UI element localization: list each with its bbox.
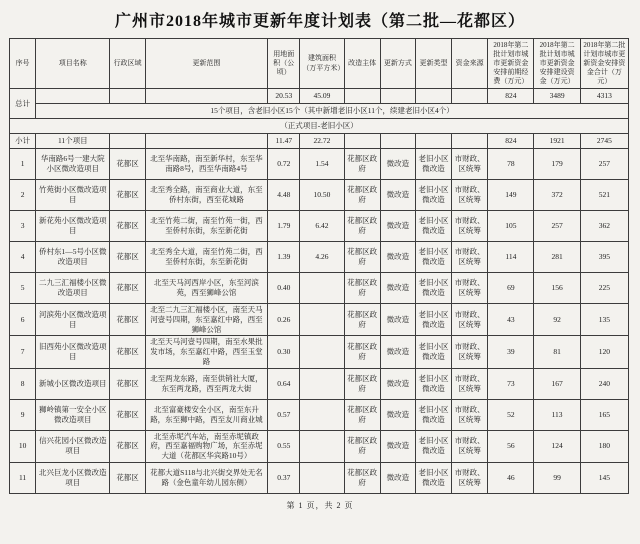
cell-method: 微改造 — [380, 273, 415, 304]
col-header-total-fee: 2018年第二批计划市城市更新资金安排资金合计（万元） — [580, 39, 628, 89]
section-label: （正式项目-老旧小区） — [10, 119, 629, 134]
subtotal-total-fee: 2745 — [580, 134, 628, 149]
cell-scope: 北至竹苑二街，南至竹苑一街，西至侨村东街，东至新花街 — [145, 211, 268, 242]
total-note: 15个项目，含老旧小区15个（其中新增老旧小区11个，续建老旧小区4个） — [36, 104, 629, 119]
table-row — [10, 430, 629, 462]
cell-name: 侨村东1—5号小区微改造项目 — [36, 242, 110, 273]
cell-total-fee: 395 — [580, 242, 628, 273]
cell-pre-fee: 56 — [488, 430, 534, 462]
cell-method: 微改造 — [380, 242, 415, 273]
cell-land-area: 0.72 — [268, 149, 300, 180]
cell-construction-fee: 156 — [534, 273, 580, 304]
col-header-subject: 改造主体 — [344, 39, 380, 89]
cell-total-fee: 362 — [580, 211, 628, 242]
cell-empty — [145, 134, 268, 149]
cell-empty — [344, 89, 380, 104]
col-header-land-area: 用地面积（公顷） — [268, 39, 300, 89]
cell-land-area: 0.37 — [268, 462, 300, 493]
cell-type: 老旧小区微改造 — [415, 304, 451, 336]
cell-subject: 花都区政府 — [344, 242, 380, 273]
cell-land-area: 0.30 — [268, 336, 300, 368]
cell-empty — [344, 134, 380, 149]
cell-land-area: 0.26 — [268, 304, 300, 336]
subtotal-label: 小计 — [10, 134, 36, 149]
cell-method: 微改造 — [380, 149, 415, 180]
col-header-funding-source: 资金来源 — [452, 39, 488, 89]
cell-construction-fee: 257 — [534, 211, 580, 242]
cell-total-fee: 225 — [580, 273, 628, 304]
total-note-row — [10, 104, 629, 119]
cell-scope: 北至华南路，南至新华村，东至华南路8号，西至华南路4号 — [145, 149, 268, 180]
cell-pre-fee: 78 — [488, 149, 534, 180]
table-row — [10, 180, 629, 211]
cell-building-area — [300, 399, 344, 430]
cell-pre-fee: 105 — [488, 211, 534, 242]
col-header-seq: 序号 — [10, 39, 36, 89]
total-total-fee: 4313 — [580, 89, 628, 104]
cell-district: 花都区 — [110, 304, 145, 336]
cell-subject: 花都区政府 — [344, 336, 380, 368]
cell-building-area — [300, 430, 344, 462]
table-row — [10, 399, 629, 430]
cell-type: 老旧小区微改造 — [415, 399, 451, 430]
cell-seq: 11 — [10, 462, 36, 493]
cell-district: 花都区 — [110, 242, 145, 273]
cell-empty — [110, 89, 145, 104]
subtotal-project-count: 11个项目 — [36, 134, 110, 149]
cell-district: 花都区 — [110, 149, 145, 180]
table-row — [10, 211, 629, 242]
cell-funding: 市财政、区统筹 — [452, 462, 488, 493]
col-header-building-area: 建筑面积（万平方米） — [300, 39, 344, 89]
col-header-construction-fee: 2018年第二批计划市城市更新资金安排建设资金（万元） — [534, 39, 580, 89]
cell-scope: 北至富豪楼安全小区，南至东升路，东至狮中路，西至友川商业城 — [145, 399, 268, 430]
cell-total-fee: 120 — [580, 336, 628, 368]
cell-total-fee: 521 — [580, 180, 628, 211]
cell-construction-fee: 167 — [534, 368, 580, 399]
cell-empty — [380, 89, 415, 104]
table-row — [10, 149, 629, 180]
cell-building-area — [300, 462, 344, 493]
cell-name: 竹苑街小区微改造项目 — [36, 180, 110, 211]
cell-building-area: 1.54 — [300, 149, 344, 180]
cell-empty — [145, 89, 268, 104]
cell-empty — [36, 89, 110, 104]
cell-construction-fee: 113 — [534, 399, 580, 430]
table-row — [10, 304, 629, 336]
cell-funding: 市财政、区统筹 — [452, 149, 488, 180]
col-header-pre-fee: 2018年第二批计划市城市更新资金安排前期经费（万元） — [488, 39, 534, 89]
cell-building-area: 4.26 — [300, 242, 344, 273]
cell-district: 花都区 — [110, 462, 145, 493]
total-construction-fee: 3489 — [534, 89, 580, 104]
subtotal-construction-fee: 1921 — [534, 134, 580, 149]
cell-name: 华南路6号一建大院小区微改造项目 — [36, 149, 110, 180]
cell-name: 二九三汇福楼小区微改造项目 — [36, 273, 110, 304]
cell-method: 微改造 — [380, 462, 415, 493]
subtotal-land-area: 11.47 — [268, 134, 300, 149]
total-pre-fee: 824 — [488, 89, 534, 104]
cell-district: 花都区 — [110, 430, 145, 462]
cell-seq: 1 — [10, 149, 36, 180]
cell-building-area: 10.50 — [300, 180, 344, 211]
cell-land-area: 4.48 — [268, 180, 300, 211]
header-row — [10, 39, 629, 89]
cell-method: 微改造 — [380, 304, 415, 336]
col-header-project-name: 项目名称 — [36, 39, 110, 89]
cell-total-fee: 257 — [580, 149, 628, 180]
cell-seq: 2 — [10, 180, 36, 211]
page-title: 广州市2018年城市更新年度计划表（第二批—花都区） — [114, 13, 525, 30]
cell-funding: 市财政、区统筹 — [452, 273, 488, 304]
cell-building-area — [300, 368, 344, 399]
total-building-area: 45.09 — [300, 89, 344, 104]
cell-land-area: 0.55 — [268, 430, 300, 462]
cell-district: 花都区 — [110, 211, 145, 242]
cell-seq: 9 — [10, 399, 36, 430]
cell-type: 老旧小区微改造 — [415, 180, 451, 211]
cell-district: 花都区 — [110, 399, 145, 430]
cell-building-area: 6.42 — [300, 211, 344, 242]
cell-construction-fee: 124 — [534, 430, 580, 462]
cell-subject: 花都区政府 — [344, 399, 380, 430]
cell-district: 花都区 — [110, 336, 145, 368]
cell-pre-fee: 43 — [488, 304, 534, 336]
cell-subject: 花都区政府 — [344, 273, 380, 304]
cell-type: 老旧小区微改造 — [415, 211, 451, 242]
cell-subject: 花都区政府 — [344, 149, 380, 180]
cell-district: 花都区 — [110, 180, 145, 211]
cell-seq: 3 — [10, 211, 36, 242]
cell-scope: 北至天马河西岸小区，东至河滨苑，西至狮峰公馆 — [145, 273, 268, 304]
cell-seq: 8 — [10, 368, 36, 399]
cell-pre-fee: 52 — [488, 399, 534, 430]
cell-name: 旧西苑小区微改造项目 — [36, 336, 110, 368]
cell-subject: 花都区政府 — [344, 430, 380, 462]
cell-name: 信兴花园小区微改造项目 — [36, 430, 110, 462]
cell-subject: 花都区政府 — [344, 211, 380, 242]
cell-type: 老旧小区微改造 — [415, 430, 451, 462]
cell-pre-fee: 114 — [488, 242, 534, 273]
cell-funding: 市财政、区统筹 — [452, 336, 488, 368]
cell-construction-fee: 81 — [534, 336, 580, 368]
cell-name: 狮岭镇第一安全小区微改造项目 — [36, 399, 110, 430]
cell-subject: 花都区政府 — [344, 462, 380, 493]
cell-scope: 北至二九三汇福楼小区，南至天马河壹号四期，东至嘉红中路，西至狮峰公馆 — [145, 304, 268, 336]
cell-building-area — [300, 304, 344, 336]
table-row — [10, 462, 629, 493]
cell-land-area: 1.79 — [268, 211, 300, 242]
cell-subject: 花都区政府 — [344, 368, 380, 399]
cell-funding: 市财政、区统筹 — [452, 368, 488, 399]
cell-scope: 北至天马河壹号四期，南至水果批发市场，东至嘉红中路，西至玉堂路 — [145, 336, 268, 368]
cell-subject: 花都区政府 — [344, 304, 380, 336]
cell-funding: 市财政、区统筹 — [452, 430, 488, 462]
cell-construction-fee: 92 — [534, 304, 580, 336]
cell-total-fee: 145 — [580, 462, 628, 493]
cell-total-fee: 240 — [580, 368, 628, 399]
cell-total-fee: 180 — [580, 430, 628, 462]
cell-seq: 4 — [10, 242, 36, 273]
cell-total-fee: 165 — [580, 399, 628, 430]
cell-empty — [110, 134, 145, 149]
plan-table — [9, 38, 629, 494]
cell-scope: 北至赤坭汽车站，南至赤坭镇政府，西至嘉福购物广场，东至赤坭大道（花都区华宾路10号） — [145, 430, 268, 462]
cell-type: 老旧小区微改造 — [415, 368, 451, 399]
subtotal-pre-fee: 824 — [488, 134, 534, 149]
cell-empty — [415, 89, 451, 104]
page-number: 第 1 页，共 2 页 — [286, 500, 354, 510]
cell-scope: 北至秀全大道，南至竹苑二街，西至侨村东街，东至新花街 — [145, 242, 268, 273]
cell-scope: 北至两龙东路，南至供销社大厦，东至两龙路，西至两龙大街 — [145, 368, 268, 399]
cell-scope: 花都大道S118与北兴街交界处无名路（金色童年幼儿园东侧） — [145, 462, 268, 493]
cell-land-area: 0.57 — [268, 399, 300, 430]
table-row — [10, 273, 629, 304]
cell-pre-fee: 69 — [488, 273, 534, 304]
cell-construction-fee: 179 — [534, 149, 580, 180]
col-header-method: 更新方式 — [380, 39, 415, 89]
cell-seq: 6 — [10, 304, 36, 336]
cell-empty — [452, 89, 488, 104]
col-header-scope: 更新范围 — [145, 39, 268, 89]
total-land-area: 20.53 — [268, 89, 300, 104]
cell-name: 新城小区微改造项目 — [36, 368, 110, 399]
cell-type: 老旧小区微改造 — [415, 336, 451, 368]
cell-construction-fee: 99 — [534, 462, 580, 493]
table-row — [10, 336, 629, 368]
cell-pre-fee: 149 — [488, 180, 534, 211]
cell-land-area: 0.64 — [268, 368, 300, 399]
cell-funding: 市财政、区统筹 — [452, 399, 488, 430]
subtotal-building-area: 22.72 — [300, 134, 344, 149]
table-row — [10, 242, 629, 273]
cell-method: 微改造 — [380, 336, 415, 368]
cell-seq: 5 — [10, 273, 36, 304]
cell-pre-fee: 73 — [488, 368, 534, 399]
cell-type: 老旧小区微改造 — [415, 273, 451, 304]
cell-district: 花都区 — [110, 368, 145, 399]
section-row — [10, 119, 629, 134]
cell-building-area — [300, 273, 344, 304]
cell-building-area — [300, 336, 344, 368]
table-row — [10, 368, 629, 399]
table-body — [10, 89, 629, 494]
cell-seq: 10 — [10, 430, 36, 462]
cell-land-area: 0.40 — [268, 273, 300, 304]
cell-method: 微改造 — [380, 399, 415, 430]
cell-name: 新花苑小区微改造项目 — [36, 211, 110, 242]
cell-empty — [415, 134, 451, 149]
cell-construction-fee: 281 — [534, 242, 580, 273]
total-label: 总计 — [10, 89, 36, 119]
cell-funding: 市财政、区统筹 — [452, 304, 488, 336]
cell-subject: 花都区政府 — [344, 180, 380, 211]
cell-district: 花都区 — [110, 273, 145, 304]
cell-scope: 北至秀全路，南至商业大道，东至侨村东街，西至花城路 — [145, 180, 268, 211]
cell-type: 老旧小区微改造 — [415, 462, 451, 493]
cell-empty — [380, 134, 415, 149]
cell-construction-fee: 372 — [534, 180, 580, 211]
cell-type: 老旧小区微改造 — [415, 149, 451, 180]
cell-total-fee: 135 — [580, 304, 628, 336]
total-row — [10, 89, 629, 104]
cell-pre-fee: 39 — [488, 336, 534, 368]
cell-empty — [452, 134, 488, 149]
cell-name: 北兴巨龙小区微改造项目 — [36, 462, 110, 493]
cell-funding: 市财政、区统筹 — [452, 242, 488, 273]
cell-land-area: 1.39 — [268, 242, 300, 273]
cell-type: 老旧小区微改造 — [415, 242, 451, 273]
cell-pre-fee: 46 — [488, 462, 534, 493]
cell-funding: 市财政、区统筹 — [452, 211, 488, 242]
cell-funding: 市财政、区统筹 — [452, 180, 488, 211]
cell-seq: 7 — [10, 336, 36, 368]
subtotal-row — [10, 134, 629, 149]
col-header-type: 更新类型 — [415, 39, 451, 89]
cell-method: 微改造 — [380, 368, 415, 399]
cell-method: 微改造 — [380, 180, 415, 211]
cell-name: 河滨苑小区微改造项目 — [36, 304, 110, 336]
cell-method: 微改造 — [380, 430, 415, 462]
cell-method: 微改造 — [380, 211, 415, 242]
col-header-district: 行政区域 — [110, 39, 145, 89]
